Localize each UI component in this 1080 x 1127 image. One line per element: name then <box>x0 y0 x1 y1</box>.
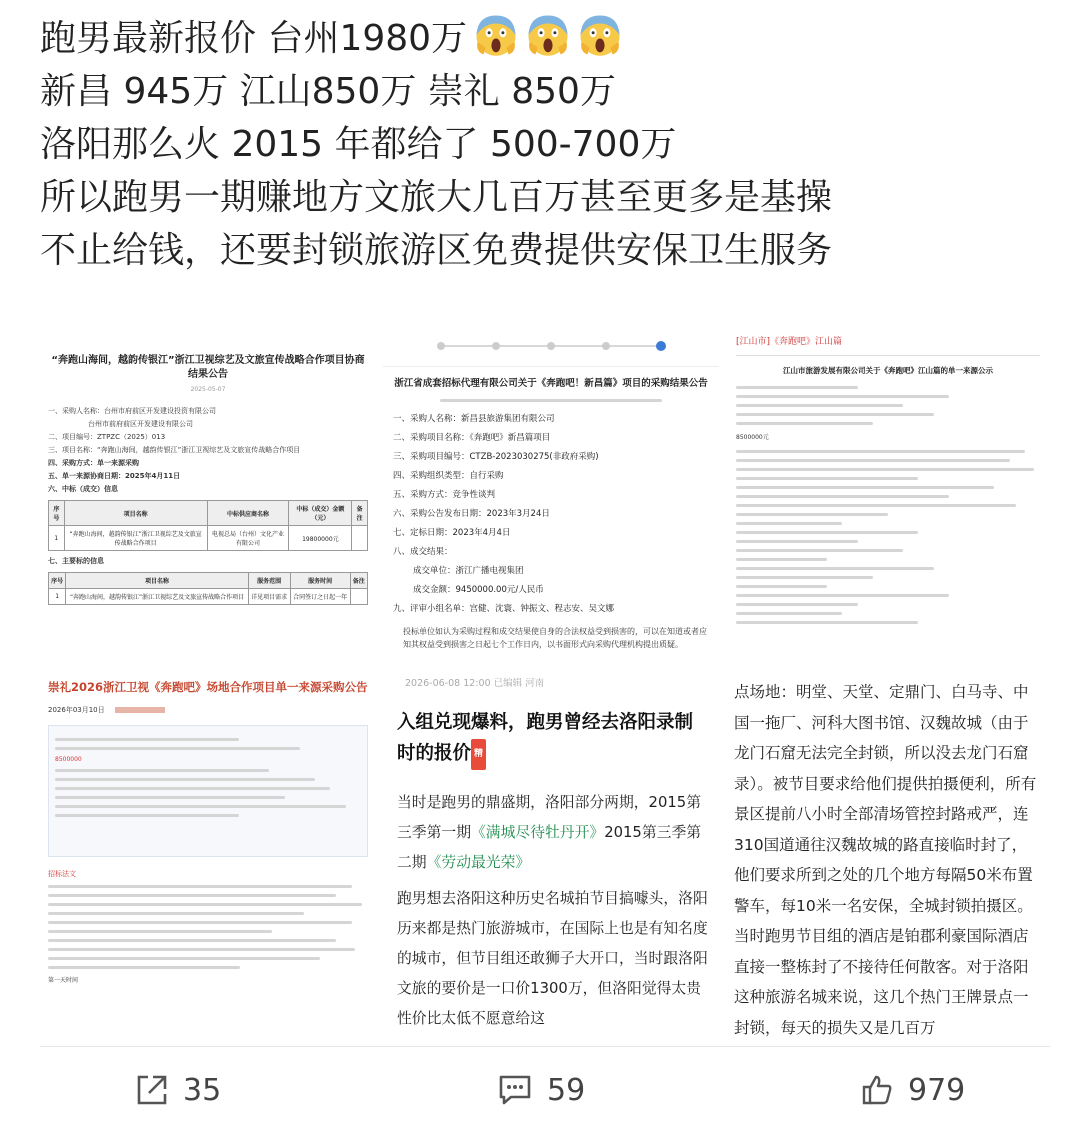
table-header: 中标（成交）金额（元） <box>289 501 352 526</box>
table-header: 序号 <box>49 501 65 526</box>
screaming-face-icon <box>525 12 571 58</box>
article-paragraph-1 <box>397 788 709 878</box>
article-text: 2015第三季第二期 <box>397 824 702 871</box>
share-button[interactable] <box>135 1068 221 1112</box>
divider <box>40 1046 1050 1047</box>
doc-footer: 投标单位如认为采购过程和成交结果使自身的合法权益受到损害的，可以在知道或者应知其权益受到损害之日起七个工作日内，以书面形式向采购代理机构提出质疑。 <box>403 627 707 649</box>
article-title-text: 入组兑现爆料，跑男曾经去洛阳录制时的报价 <box>397 712 694 764</box>
article-paragraph-2: 跑男想去洛阳这种历史名城拍节目搞噱头，洛阳历来都是热门旅游城市，在国际上也是有知名度的城市，但节目组还敢狮子大开口，当时跟洛阳文旅的要价是一口价1300万，但洛阳觉得太贵性价比太低不愿意给这 <box>397 890 708 1027</box>
table-cell: 合同签订之日起一年 <box>290 589 350 605</box>
share-count: 35 <box>183 1072 222 1108</box>
doc-title: 崇礼2026浙江卫视《奔跑吧》场地合作项目单一来源采购公告 <box>48 680 368 694</box>
screaming-face-icon <box>577 12 623 58</box>
doc-date: 2026年03月10日 <box>48 706 105 714</box>
table-cell: “奔跑山海间，越韵传银江”浙江卫视综艺及文旅宣传战略合作项目 <box>66 589 248 605</box>
image-jiangshan-announcement[interactable] <box>726 326 1050 662</box>
step-indicator-icon <box>431 340 671 352</box>
share-icon <box>135 1073 169 1107</box>
like-button[interactable] <box>860 1068 965 1112</box>
comment-count: 59 <box>547 1072 586 1108</box>
doc-row: 成交金额：9450000.00元/人民币 <box>413 585 544 595</box>
article-text: 当时是跑男的鼎盛期，洛阳部分两期，2015第三季第一期 <box>397 794 702 841</box>
doc-row: 九、评审小组名单：宫健、沈寰、钟振文、程志安、吴文娜 <box>393 604 615 614</box>
table-header: 序号 <box>49 573 66 589</box>
doc-row: 一、采购人名称：新昌县旅游集团有限公司 <box>393 414 555 424</box>
image-luoyang-text[interactable] <box>726 669 1050 1037</box>
doc-bottom: 第一天时间 <box>48 977 79 984</box>
doc-line: 五、单一来源协商日期：2025年4月11日 <box>48 472 181 480</box>
comment-button[interactable] <box>497 1068 585 1112</box>
table-cell <box>352 526 368 551</box>
post-line-4: 所以跑男一期赚地方文旅大几百万甚至更多是基操 <box>40 177 833 218</box>
award-table <box>48 500 368 551</box>
post-line-1: 跑男最新报价 台州1980万 <box>40 12 1050 65</box>
progress-steps <box>383 326 719 367</box>
doc-title: “奔跑山海间，越韵传银江”浙江卫视综艺及文旅宣传战略合作项目协商结果公告 <box>51 355 365 380</box>
doc-row: 二、采购项目名称：《奔跑吧》新昌篇项目 <box>393 433 551 443</box>
doc-row: 六、采购公告发布日期：2023年3月24日 <box>393 509 550 519</box>
table-row <box>49 526 368 551</box>
image-luoyang-article[interactable] <box>383 669 719 1027</box>
table-header: 备注 <box>350 573 367 589</box>
doc-row: 三、采购项目编号：CTZB-2023030275(非政府采购) <box>393 452 599 462</box>
article-title <box>397 707 709 770</box>
table-cell: 1 <box>49 526 65 551</box>
post-line-3: 洛阳那么火 2015 年都给了 500-700万 <box>40 124 677 165</box>
doc-row: 五、采购方式：竞争性谈判 <box>393 490 496 500</box>
table-header: 备注 <box>352 501 368 526</box>
contact-label: 招标法文 <box>48 870 76 878</box>
image-taizhou-announcement[interactable] <box>40 326 376 662</box>
thumbs-up-icon <box>860 1073 894 1107</box>
doc-row: 四、采购组织类型：自行采购 <box>393 471 504 481</box>
subject-table <box>48 572 368 605</box>
doc-meta-line <box>440 399 661 402</box>
doc-amount: 8500000元 <box>736 434 769 441</box>
doc-date: 2025-05-07 <box>190 386 226 393</box>
image-chongli-announcement[interactable] <box>40 669 376 1012</box>
table-header: 中标供应商名称 <box>207 501 289 526</box>
doc-header: [江山市]《奔跑吧》江山篇 <box>736 337 843 347</box>
doc-row: 八、成交结果： <box>393 547 453 557</box>
table-cell: 详见项目需求 <box>248 589 290 605</box>
post-line-5: 不止给钱，还要封锁旅游区免费提供安保卫生服务 <box>40 230 833 271</box>
table-cell: 19800000元 <box>289 526 352 551</box>
post-text <box>40 12 1050 277</box>
doc-title: 江山市旅游发展有限公司关于《奔跑吧》江山篇的单一来源公示 <box>783 366 993 375</box>
doc-row: 七、定标日期：2023年4月4日 <box>393 528 511 538</box>
screaming-face-icon <box>473 12 519 58</box>
post-line-2: 新昌 945万 江山850万 崇礼 850万 <box>40 71 616 112</box>
like-count: 979 <box>908 1072 966 1108</box>
doc-line: 二、项目编号：ZTPZC（2025）013 <box>48 433 166 441</box>
info-panel <box>48 725 368 857</box>
doc-line: 台州市前府前区开发建设有限公司 <box>88 420 193 428</box>
table-cell: 电视总局（台州）文化产业有限公司 <box>207 526 289 551</box>
doc-section: 七、主要标的信息 <box>48 557 104 565</box>
doc-line: 一、采购人名称：台州市府前区开发建设投资有限公司 <box>48 407 216 415</box>
table-header: 项目名称 <box>66 573 248 589</box>
doc-line: 三、项目名称：“奔跑山海间，越韵传银江”浙江卫视综艺及文旅宣传战略合作项目 <box>48 446 301 454</box>
image-grid <box>40 326 1050 1046</box>
doc-row: 成交单位：浙江广播电视集团 <box>413 566 524 576</box>
doc-line: 六、中标（成交）信息 <box>48 485 118 493</box>
table-header: 服务时间 <box>290 573 350 589</box>
table-cell: 1 <box>49 589 66 605</box>
table-cell <box>350 589 367 605</box>
featured-badge: 精 <box>471 739 486 770</box>
table-header: 服务范围 <box>248 573 290 589</box>
doc-line: 四、采购方式：单一来源采购 <box>48 459 139 467</box>
episode-link[interactable]: 《满城尽待牡丹开》 <box>471 824 605 841</box>
image-xinchang-announcement[interactable] <box>383 326 719 662</box>
table-cell: “奔跑山海间，越韵传银江”浙江卫视综艺及文旅宣传战略合作项目 <box>64 526 207 551</box>
table-row <box>49 589 368 605</box>
article-text-block: 点场地：明堂、天堂、定鼎门、白马寺、中国一拖厂、河科大图书馆、汉魏故城（由于龙门石窟无法完全封锁，所以没去龙门石窟录）。被节目要求给他们提供拍摄便利，所有景区提前八小时全部清场管控封路戒严，连310国道通往汉魏故城的路直接临时封了，他们要求所到之处的几个地方每隔50米布置警车，每10米一名安保，全城封锁拍摄区。当时跑男节目组的酒店是铂郡利豪国际酒店直接一整栋封了不接待任何散客。对于洛阳这种旅游名城来说，这几个热门王牌景点一封锁，每天的损失又是几百万 <box>734 683 1037 1037</box>
table-header: 项目名称 <box>64 501 207 526</box>
doc-amount: 8500000 <box>55 756 82 763</box>
episode-link[interactable]: 《劳动最光荣》 <box>426 854 531 871</box>
doc-title: 浙江省成套招标代理有限公司关于《奔跑吧！新昌篇》项目的采购结果公告 <box>394 378 708 389</box>
article-meta: 2026-06-08 12:00 已编辑 河南 <box>405 678 545 689</box>
comment-icon <box>497 1073 533 1107</box>
